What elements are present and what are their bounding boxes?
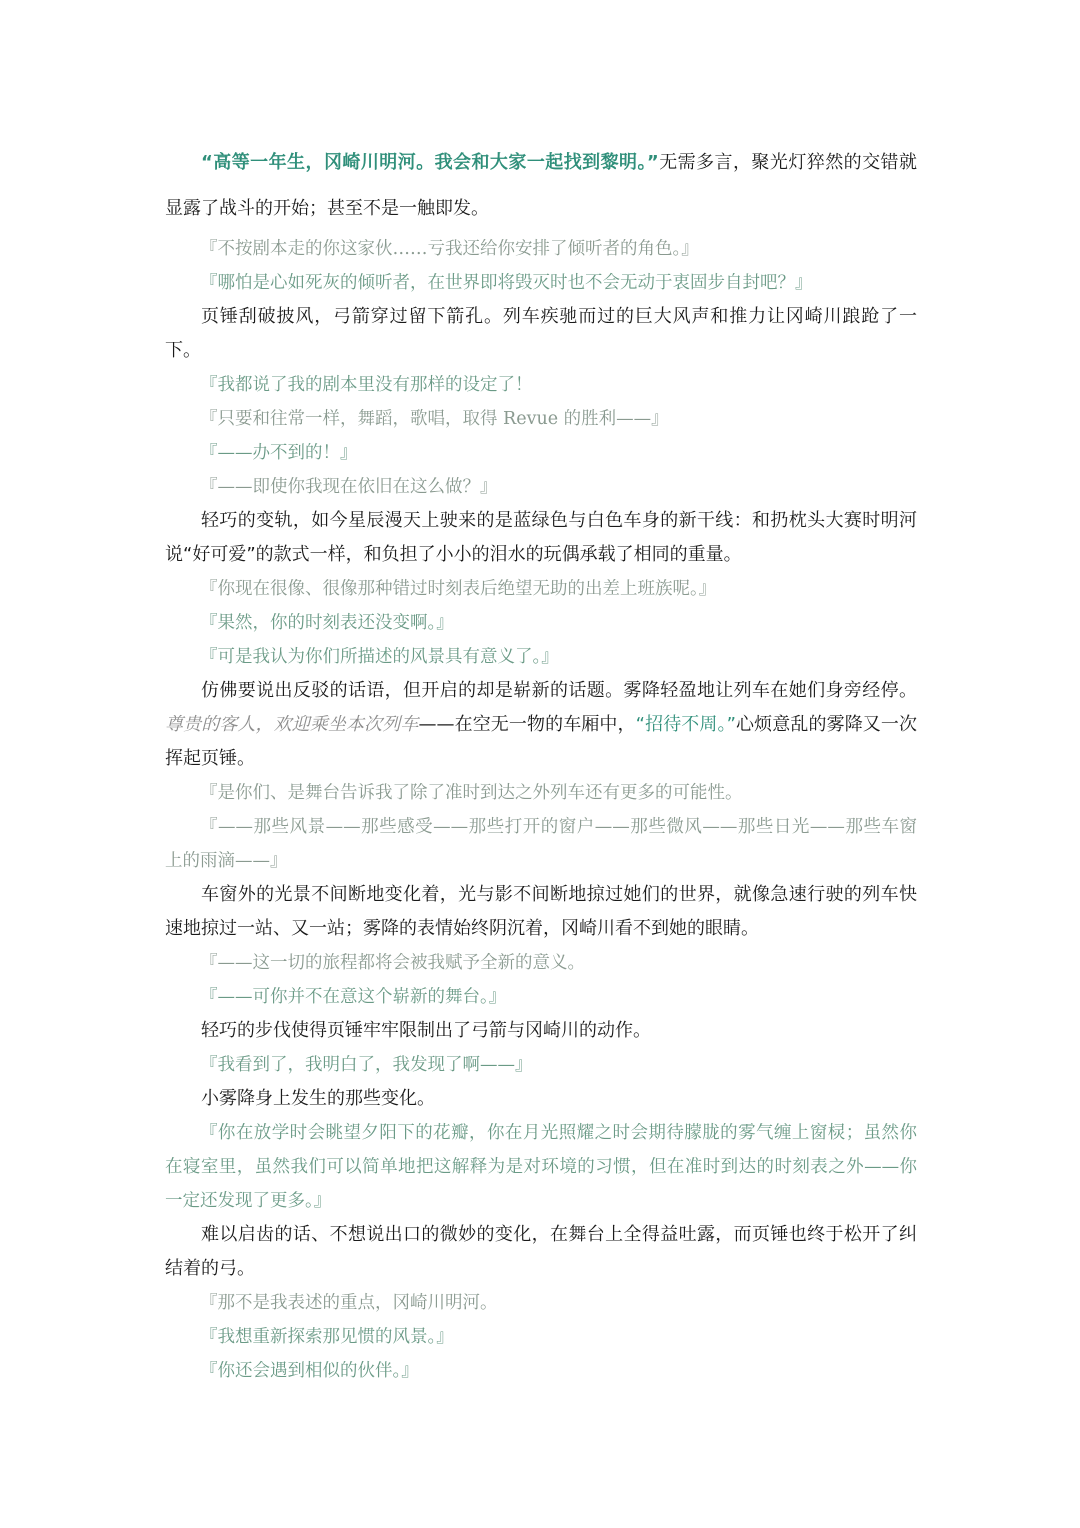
dialogue-line: 『可是我认为你们所描述的风景具有意义了。』	[200, 647, 559, 667]
narration-paragraph	[165, 674, 917, 776]
dialogue-line: 『我想重新探索那见惯的风景。』	[200, 1327, 454, 1347]
text-span: 轻巧的变轨，如今星辰漫天上驶来的是蓝绿色与白色车身的新干线：和扔枕头大赛时明河说“好可爱”的款式一样，和负担了小小的泪水的玩偶承载了相同的重量。	[165, 510, 917, 565]
text-span: 车窗外的光景不间断地变化着，光与影不间断地掠过她们的世界，就像急速行驶的列车快速地掠过一站、又一站；雾降的表情始终阴沉着，冈崎川看不到她的眼睛。	[165, 884, 917, 939]
text-span: ——在空无一物的车厢中，	[418, 714, 636, 735]
text-span: 页锤刮破披风，弓箭穿过留下箭孔。列车疾驰而过的巨大风声和推力让冈崎川踉跄了一下。	[165, 306, 917, 361]
dialogue-line: 『我看到了，我明白了，我发现了啊——』	[200, 1055, 533, 1075]
styled-text-span: “高等一年生，冈崎川明河。我会和大家一起找到黎明。”	[201, 152, 659, 173]
text-span: 仿佛要说出反驳的话语，但开启的却是崭新的话题。雾降轻盈地让列车在她们身旁经停。	[201, 680, 917, 701]
dialogue-line: 『那不是我表述的重点，冈崎川明河。	[200, 1293, 498, 1313]
dialogue-line: 『——那些风景——那些感受——那些打开的窗户——那些微风——那些日光——那些车窗上的雨滴——』	[165, 817, 917, 871]
dialogue-line: 『——这一切的旅程都将会被我赋予全新的意义。	[200, 953, 585, 973]
narration-paragraph	[165, 1082, 917, 1116]
dialogue-line: 『——可你并不在意这个崭新的舞台。』	[200, 987, 507, 1007]
text-span: 难以启齿的话、不想说出口的微妙的变化，在舞台上全得益吐露，而页锤也终于松开了纠结着的弓。	[165, 1224, 917, 1279]
text-span: 小雾降身上发生的那些变化。	[201, 1088, 435, 1109]
styled-text-span: “招待不周。”	[635, 714, 736, 735]
dialogue-line: 『你在放学时会眺望夕阳下的花瓣，你在月光照耀之时会期待朦胧的雾气缠上窗棂；虽然你在寝室里，虽然我们可以简单地把这解释为是对环境的习惯，但在准时到达的时刻表之外——你一定还发现了更多。』	[165, 1123, 917, 1211]
dialogue-line: 『果然，你的时刻表还没变啊。』	[200, 613, 454, 633]
dialogue-line: 『我都说了我的剧本里没有那样的设定了！	[200, 375, 533, 395]
dialogue-line: 『哪怕是心如死灰的倾听者，在世界即将毁灭时也不会无动于衷固步自封吧？』	[200, 273, 813, 293]
text-span: 心烦意乱的雾降又一次挥起页锤。	[165, 714, 918, 769]
document-page	[165, 140, 917, 1388]
narration-paragraph	[165, 300, 917, 368]
narration-paragraph	[165, 504, 917, 572]
dialogue-line: 『你现在很像、很像那种错过时刻表后绝望无助的出差上班族呢。』	[200, 579, 717, 599]
dialogue-line: 『不按剧本走的你这家伙……亏我还给你安排了倾听者的角色。』	[200, 239, 699, 259]
dialogue-line: 『是你们、是舞台告诉我了除了准时到达之外列车还有更多的可能性。	[200, 783, 743, 803]
dialogue-line: 『你还会遇到相似的伙伴。』	[200, 1361, 419, 1381]
narration-paragraph	[165, 1014, 917, 1048]
dialogue-line: 『——办不到的！』	[200, 443, 358, 463]
narration-paragraph	[165, 878, 917, 946]
text-span: 轻巧的步伐使得页锤牢牢限制出了弓箭与冈崎川的动作。	[201, 1020, 651, 1041]
narration-paragraph	[165, 1218, 917, 1286]
dialogue-line: 『——即使你我现在依旧在这么做？』	[200, 477, 498, 497]
styled-text-span: 尊贵的客人，欢迎乘坐本次列车	[165, 714, 419, 735]
dialogue-line: 『只要和往常一样，舞蹈，歌唱，取得 Revue 的胜利——』	[200, 409, 669, 429]
text-span: 无需多言，聚光灯猝然的交错就显露了战斗的开始；甚至不是一触即发。	[165, 152, 917, 219]
narration-paragraph	[165, 140, 917, 232]
